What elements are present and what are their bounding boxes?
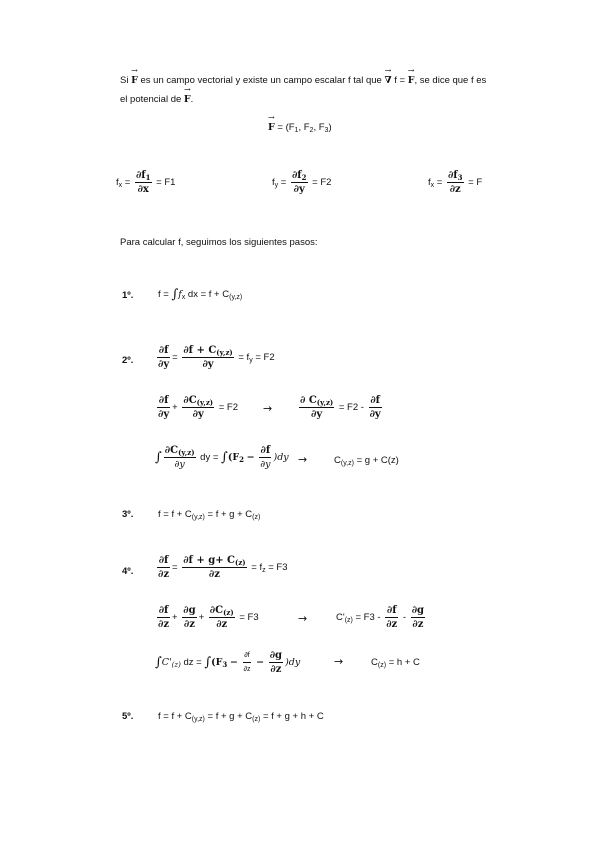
step1-pre: f = <box>158 289 169 301</box>
arrow-icon-2: → <box>298 453 308 466</box>
s2b-res-num-1-sub: (y,z) <box>316 398 334 407</box>
s2c-frac-2 <box>259 445 271 470</box>
intro-text-f: f = <box>394 75 406 86</box>
s2c-res-sub: (y,z) <box>340 460 354 467</box>
vector-f: → F <box>131 75 138 86</box>
s2a-num-2-sub: (y,z) <box>216 348 233 357</box>
fz-den: ∂z <box>449 184 461 195</box>
s4a-den-1: ∂z <box>158 569 170 580</box>
s4c-res: C <box>371 657 378 668</box>
def-sub-3: 3 <box>324 127 329 134</box>
s2b-num-2-sub: (y,z) <box>196 398 214 407</box>
s2a-frac-2 <box>182 345 233 370</box>
def-text: = (F <box>277 122 295 133</box>
intro-text-potencial: el potencial de <box>120 94 182 105</box>
s4c-paren: (F <box>211 657 223 669</box>
s4b-num-3-sub: (z) <box>223 608 234 617</box>
fy-lhs: f <box>272 177 275 189</box>
s2c-dy: dy = <box>200 452 219 464</box>
s4b-res-mid: = F3 - <box>355 612 381 624</box>
def-sub-2: 2 <box>309 127 314 134</box>
intro-dot: . <box>190 94 194 105</box>
fy-num: ∂f <box>291 170 302 181</box>
s5-s1: (y,z) <box>191 716 205 723</box>
partial-fy: $f_y$ = $\frac{\partial f_2}{\partial y}$ = F2 <box>272 170 332 195</box>
s2b-num-1: ∂f <box>158 395 169 406</box>
s2c-res: C <box>334 455 341 466</box>
s4c-csub: (z) <box>171 661 181 670</box>
step-5-equation <box>158 711 324 722</box>
s4c-fn: ∂f <box>243 650 252 663</box>
s4b-frac-2 <box>182 605 196 630</box>
def-close: ) <box>328 122 332 133</box>
fx-rhs: = F1 <box>156 177 176 189</box>
s2c-num: ∂C <box>164 445 179 456</box>
s4a-num-2: ∂f + g+ C <box>183 555 236 566</box>
s4c-gn: ∂g <box>269 650 283 661</box>
s2c-num-sub: (y,z) <box>178 448 195 457</box>
step-2-line-b <box>155 395 238 420</box>
step-4-line-c <box>155 650 300 675</box>
s4b-plus-1: + <box>172 612 178 624</box>
s2b-res-num-2: ∂f <box>370 395 380 406</box>
partial-fz: $f_x$ = $\frac{\partial f_3}{\partial z}$ = F <box>428 170 483 195</box>
s2a-num-2: ∂f + C <box>183 345 217 356</box>
s2b-den-2: ∂y <box>192 409 204 420</box>
step1-c-sub: (y,z) <box>229 294 243 302</box>
s2a-rest-1: = f <box>238 352 250 364</box>
s4c-fd: ∂z <box>243 666 251 673</box>
s4b-num-2: ∂g <box>183 605 196 616</box>
s3-text-1: f = f + C <box>158 509 192 520</box>
integral-icon-3: ∫ <box>221 450 228 465</box>
s3-sub-2: (z) <box>252 514 261 521</box>
fx-num-sub: 1 <box>145 173 151 182</box>
fz-num-sub: 3 <box>457 173 463 182</box>
step1-fx-sub: x <box>181 294 186 302</box>
s4b-plus-2: + <box>198 612 205 624</box>
integral-icon-4: ∫ <box>155 655 162 670</box>
s2c-minus: − <box>246 452 255 464</box>
s4c-close: )dy <box>285 657 301 669</box>
fz-num: ∂f <box>447 170 458 181</box>
s4a-num-2-sub: (z) <box>235 558 246 567</box>
fx-num: ∂f <box>135 170 146 181</box>
s2c-paren: (F <box>227 452 240 464</box>
steps-intro: Para calcular f, seguimos los siguientes pasos: <box>120 237 318 248</box>
step-3-label: 3º. <box>122 509 134 520</box>
s4c-c: C' <box>161 657 172 669</box>
s4a-num-1: ∂f <box>158 555 169 566</box>
s4b-den-1: ∂z <box>158 619 170 630</box>
s4b-res-num-2: ∂g <box>411 605 425 616</box>
s4a-zsub: z <box>262 567 266 575</box>
s4a-frac-1 <box>157 555 170 580</box>
intro-line-1 <box>120 75 486 86</box>
s2b-frac-2 <box>182 395 214 420</box>
step-2-label: 2º. <box>122 355 134 366</box>
s2b-res-frac-2 <box>369 395 382 420</box>
step-3-equation <box>158 509 260 520</box>
s2c-res-2: = g + C(z) <box>356 455 399 466</box>
s2b-res-den-2: ∂y <box>369 409 381 420</box>
def-text-3: , F <box>313 122 325 133</box>
s4b-res-lhs: C' <box>336 612 345 624</box>
fx-lhs: f <box>116 177 119 189</box>
step-2-line-c-result <box>334 455 399 466</box>
fy-rhs: = F2 <box>312 177 332 189</box>
def-sub-1: 1 <box>294 127 299 134</box>
fx-lhs-sub: x <box>118 182 123 190</box>
s4c-res-2: = h + C <box>388 657 420 668</box>
partial-fx: $f_x$ = $\frac{\partial f_1}{\partial x}$ = F1 <box>116 170 176 195</box>
arrow-icon-4: → <box>334 655 344 668</box>
s4b-num-3: ∂C <box>209 605 224 616</box>
arrow-icon-3: → <box>298 612 308 625</box>
s2c-frac-1 <box>164 445 196 470</box>
s2a-num-1: ∂f <box>158 345 169 356</box>
step-4-line-b-result <box>336 605 427 630</box>
s2b-num-2: ∂C <box>183 395 197 406</box>
s4a-rest-2: = F3 <box>268 562 288 574</box>
fy-lhs-sub: y <box>274 182 279 190</box>
s4b-den-2: ∂z <box>183 619 195 630</box>
s2a-den-1: ∂y <box>158 359 170 370</box>
s4c-gd: ∂z <box>270 664 282 675</box>
s4c-res-sub: (z) <box>377 662 387 669</box>
fz-rhs: = F <box>468 177 483 189</box>
s4b-den-3: ∂z <box>216 619 228 630</box>
step-2-line-c <box>155 445 289 470</box>
s2c-psub: 2 <box>239 455 244 465</box>
intro-text-si: Si <box>120 75 129 86</box>
vector-definition <box>268 122 332 133</box>
s4c-frac-1 <box>243 650 252 675</box>
s2a-frac-1 <box>157 345 170 370</box>
fx-den: ∂x <box>137 184 149 195</box>
step-2-line-b-result <box>297 395 384 420</box>
s4b-frac-3 <box>209 605 235 630</box>
step-5-label: 5º. <box>122 711 134 722</box>
fz-fraction <box>447 170 464 195</box>
step-1-label: 1º. <box>122 290 134 301</box>
def-text-2: , F <box>298 122 310 133</box>
s4b-res-den-1: ∂z <box>386 619 398 630</box>
s2b-res-mid: = F2 - <box>338 402 364 414</box>
s2b-rhs: = F2 <box>218 402 239 414</box>
s3-text-2: = f + g + C <box>207 509 253 520</box>
fy-fraction <box>291 170 308 195</box>
s2b-res-num-1: ∂ C <box>300 395 317 406</box>
s2b-res-frac-1 <box>299 395 334 420</box>
s4b-res-sep: - <box>402 612 407 624</box>
step1-rest: dx = f + C <box>187 289 230 301</box>
s5-s2: (z) <box>252 716 261 723</box>
intro-text-end: , se dice que f es <box>414 75 487 86</box>
s4c-dz: dz = <box>183 657 202 669</box>
s4b-res-frac-2 <box>411 605 425 630</box>
s2c-close: )dy <box>273 452 289 464</box>
s4a-frac-2 <box>182 555 246 580</box>
vector-f-def: → F <box>268 122 275 133</box>
s4c-frac-2 <box>269 650 283 675</box>
s2b-res-den-1: ∂y <box>311 409 323 420</box>
vector-f-2: → F <box>408 75 415 86</box>
s2a-ysub: y <box>249 357 253 365</box>
s4a-den-2: ∂z <box>208 569 220 580</box>
step-2-line-a: $\frac{\partial f}{\partial y}$ = $\frac{\partial f + C_{(y,z)}}{\partial y}$ = $f_y = F2$ <box>158 345 275 370</box>
integral-icon-2: ∫ <box>155 450 162 465</box>
s4a-rest-1: = f <box>251 562 263 574</box>
integral-icon-5: ∫ <box>204 655 212 670</box>
fx-fraction <box>135 170 152 195</box>
s2c-den: ∂y <box>174 459 185 470</box>
s4b-num-1: ∂f <box>158 605 169 616</box>
s2b-den-1: ∂y <box>158 409 170 420</box>
s2c-fden: ∂y <box>260 459 271 470</box>
step-4-line-a: $\frac{\partial f}{\partial z}$ = $\frac{\partial f + g+ C_{(z)}}{\partial z}$ = $f_z = F3$ <box>158 555 288 580</box>
vector-f-3: → F <box>184 94 191 105</box>
s3-sub-1: (y,z) <box>191 514 205 521</box>
fy-num-sub: 2 <box>301 173 307 182</box>
step-4-label: 4º. <box>122 566 134 577</box>
s5-t2: = f + g + C <box>207 711 253 722</box>
fz-lhs-sub: x <box>430 182 435 190</box>
s4b-res-lsub: (z) <box>344 617 353 625</box>
s4c-minus-1: − <box>229 657 238 669</box>
step1-fx: f <box>178 289 182 301</box>
s2b-plus: + <box>172 402 178 414</box>
step-4-line-b <box>155 605 259 630</box>
s4c-minus-2: − <box>256 657 265 669</box>
fy-den: ∂y <box>293 184 305 195</box>
s4b-res-num-1: ∂f <box>386 605 397 616</box>
integral-icon: ∫ <box>171 287 179 302</box>
intro-line-2 <box>120 94 193 105</box>
s2a-den-2: ∂y <box>202 359 214 370</box>
fz-lhs: f <box>428 177 431 189</box>
s4b-rhs: = F3 <box>239 612 259 624</box>
s4b-res-frac-1 <box>385 605 398 630</box>
s2a-rest-2: = F2 <box>255 352 275 364</box>
step-4-line-c-result <box>371 657 420 668</box>
s2c-fnum: ∂f <box>260 445 271 456</box>
nabla-symbol: → ∇ <box>384 75 391 86</box>
step-1-equation <box>158 287 242 302</box>
s4b-res-den-2: ∂z <box>412 619 424 630</box>
s5-t1: f = f + C <box>158 711 192 722</box>
s4c-psub: 3 <box>222 660 228 670</box>
s4b-frac-1 <box>157 605 170 630</box>
intro-text-main: es un campo vectorial y existe un campo escalar f tal que <box>140 75 382 86</box>
s2b-frac-1 <box>157 395 170 420</box>
arrow-icon-1: → <box>263 402 273 415</box>
s5-t3: = f + g + h + C <box>262 711 324 722</box>
